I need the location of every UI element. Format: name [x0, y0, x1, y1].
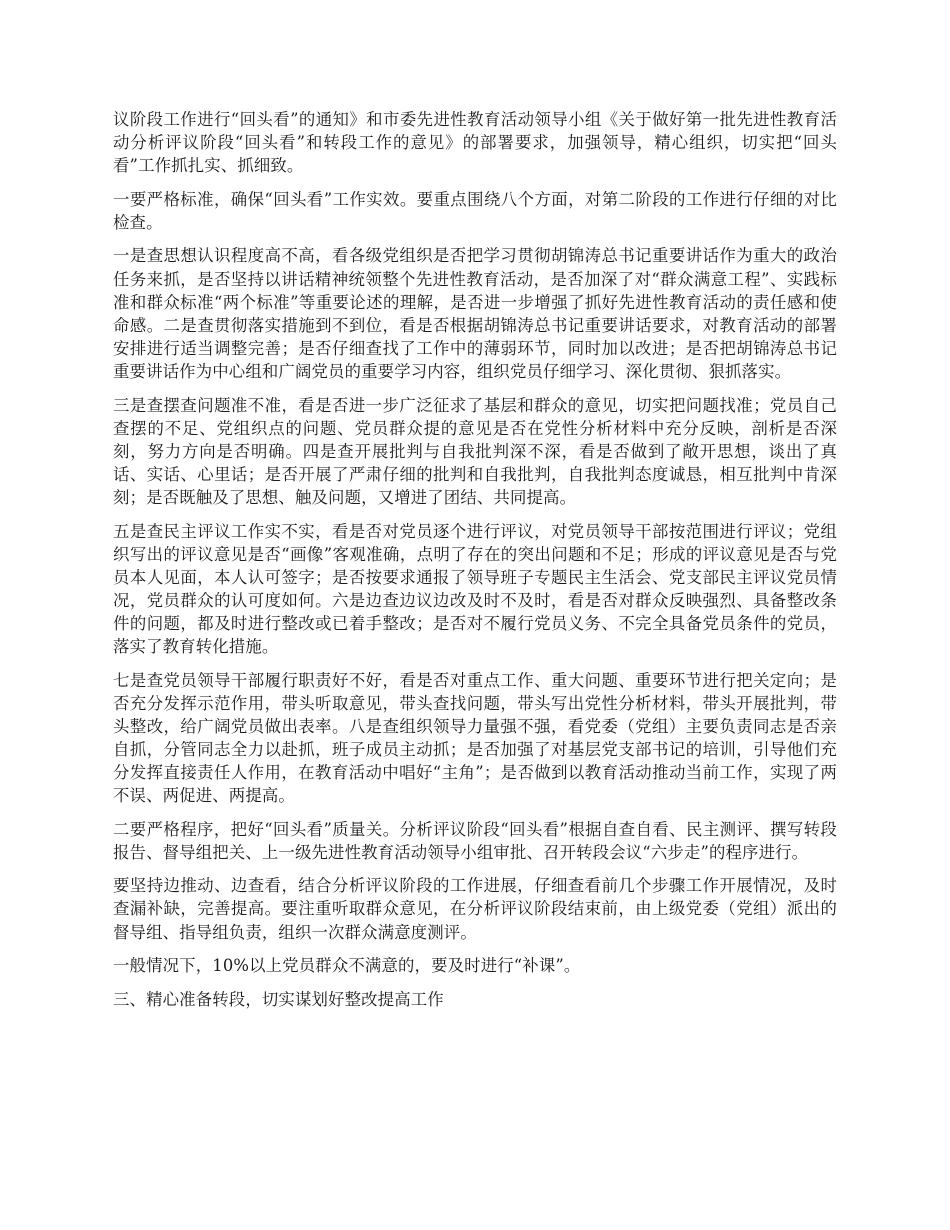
- paragraph-review-process: 要坚持边推动、边查看，结合分析评议阶段的工作进展，仔细查看前几个步骤工作开展情况，及时查漏补缺，完善提高。要注重听取群众意见，在分析评议阶段结束前，由上级党委（党组）派出的督导组、指导组负责，组织一次群众满意度测评。: [113, 876, 837, 942]
- section-heading-three: 三、精心准备转段，切实谋划好整改提高工作: [113, 989, 444, 1009]
- paragraph-check-items-1-2: 一是查思想认识程度高不高，看各级党组织是否把学习贯彻胡锦涛总书记重要讲话作为重大的政治任务来抓，是否坚持以讲话精神统领整个先进性教育活动，是否加深了对“群众满意工程”、实践标准和群众标准“两个标准”等重要论述的理解，是否进一步增强了抓好先进性教育活动的责任感和使命感。二是查贯彻落实措施到不到位，看是否根据胡锦涛总书记重要讲话要求，对教育活动的部署安排进行适当调整完善；是否仔细查找了工作中的薄弱环节，同时加以改进；是否把胡锦涛总书记重要讲话作为中心组和广阔党员的重要学习内容，组织党员仔细学习、深化贯彻、狠抓落实。: [113, 246, 837, 381]
- document-body: [113, 108, 837, 1021]
- paragraph-check-items-3-4: 三是查摆查问题准不准，看是否进一步广泛征求了基层和群众的意见，切实把问题找准；党员自己查摆的不足、党组织点的问题、党员群众提的意见是否在党性分析材料中充分反映，剖析是否深刻，努力方向是否明确。四是查开展批判与自我批判深不深，看是否做到了敞开思想，谈出了真话、实话、心里话；是否开展了严肃仔细的批判和自我批判，自我批判态度诚恳，相互批判中肯深刻；是否既触及了思想、触及问题，又增进了团结、共同提高。: [113, 395, 837, 507]
- paragraph-make-up-lessons: 一般情况下，10%以上党员群众不满意的，要及时进行“补课”。: [113, 956, 581, 976]
- paragraph-check-items-7-8: 七是查党员领导干部履行职责好不好，看是否对重点工作、重大问题、重要环节进行把关定向；是否充分发挥示范作用，带头听取意见，带头查找问题，带头写出党性分析材料，带头开展批判，带头整改，给广阔党员做出表率。八是查组织领导力量强不强，看党委（党组）主要负责同志是否亲自抓，分管同志全力以赴抓，班子成员主动抓；是否加强了对基层党支部书记的培训，引导他们充分发挥直接责任人作用，在教育活动中唱好“主角”；是否做到以教育活动推动当前工作，实现了两不误、两促进、两提高。: [113, 670, 837, 806]
- paragraph-requirement-two: 二要严格程序，把好“回头看”质量关。分析评议阶段“回头看”根据自查自看、民主测评、撰写转段报告、督导组把关、上一级先进性教育活动领导小组审批、召开转段会议“六步走”的程序进行。: [113, 819, 837, 862]
- paragraph-check-items-5-6: 五是查民主评议工作实不实，看是否对党员逐个进行评议，对党员领导干部按范围进行评议；党组织写出的评议意见是否“画像”客观准确，点明了存在的突出问题和不足；形成的评议意见是否与党员本人见面，本人认可签字；是否按要求通报了领导班子专题民主生活会、党支部民主评议党员情况，党员群众的认可度如何。六是边查边议边改及时不及时，看是否对群众反映强烈、具备整改条件的问题，都及时进行整改或已着手整改；是否对不履行党员义务、不完全具备党员条件的党员，落实了教育转化措施。: [113, 521, 837, 656]
- paragraph-intro-continuation: 议阶段工作进行“回头看”的通知》和市委先进性教育活动领导小组《关于做好第一批先进性教育活动分析评议阶段“回头看”和转段工作的意见》的部署要求，加强领导，精心组织，切实把“回头看”工作抓扎实、抓细致。: [113, 110, 837, 176]
- paragraph-requirement-one: 一要严格标准，确保“回头看”工作实效。要重点围绕八个方面，对第二阶段的工作进行仔细的对比检查。: [113, 189, 837, 232]
